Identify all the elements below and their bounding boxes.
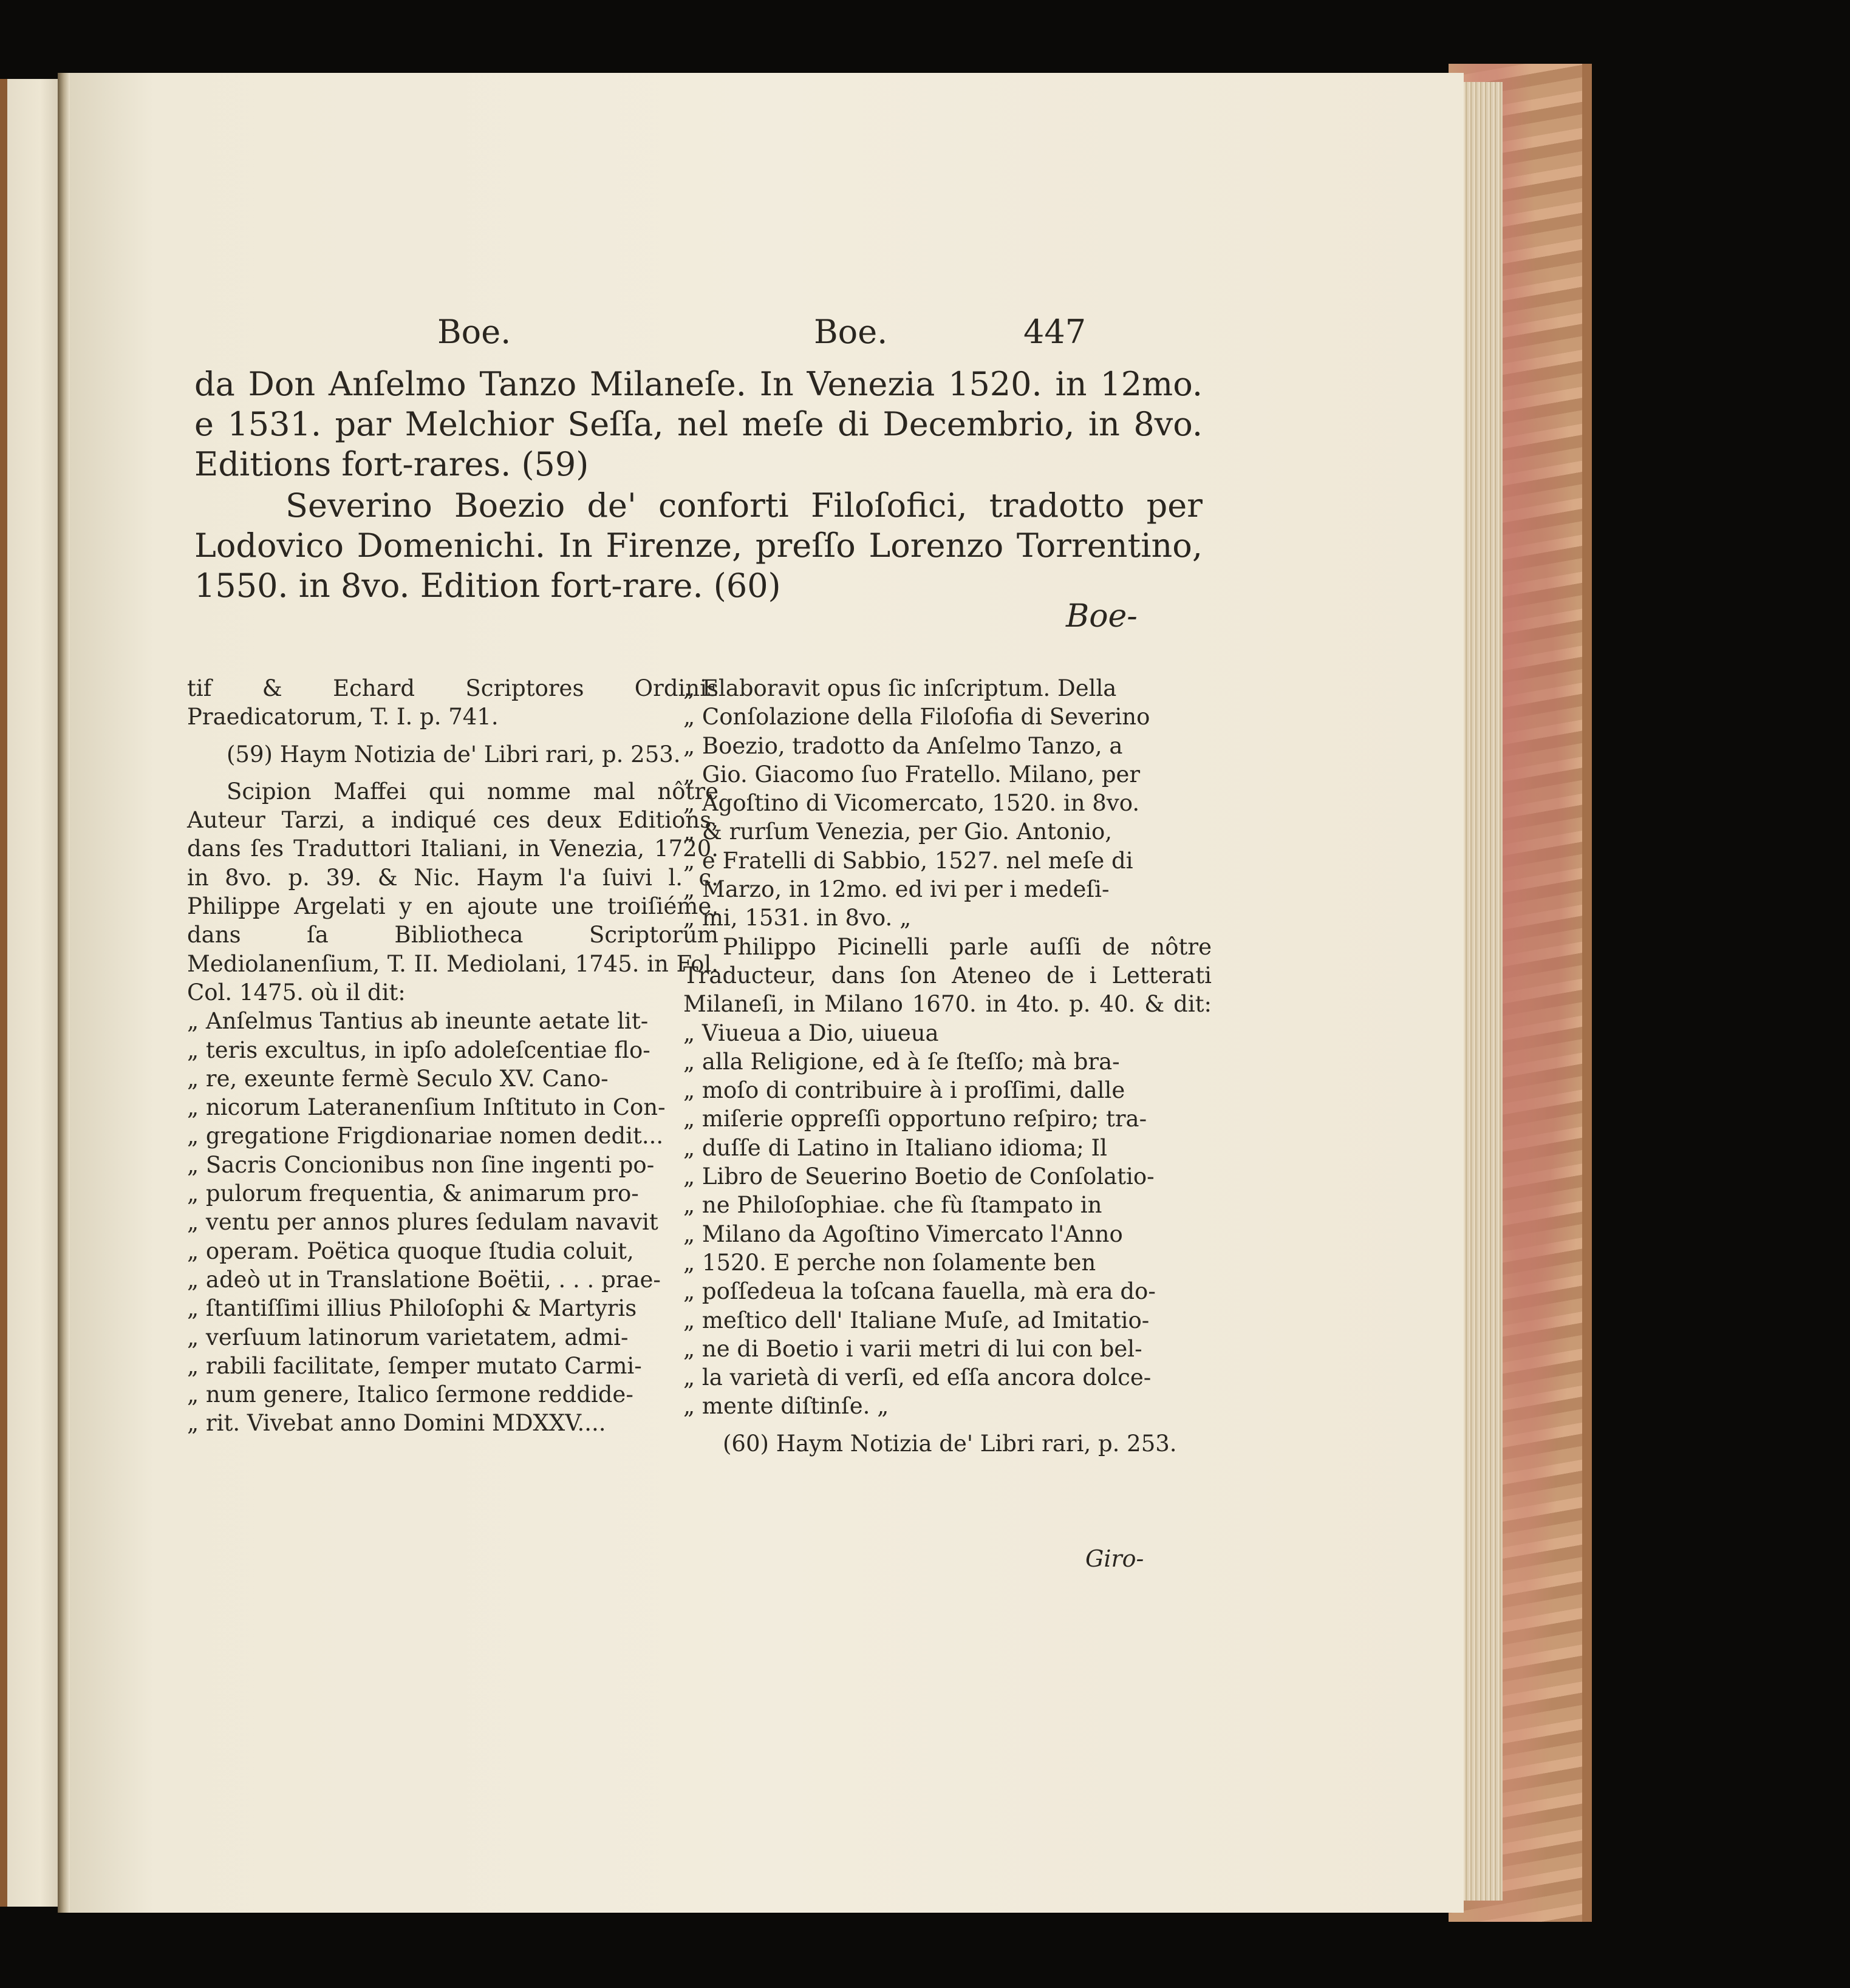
- running-head-center: Boe.: [814, 313, 888, 351]
- quote-line: „ nicorum Lateranenſium Inſtituto in Con-: [187, 1094, 666, 1121]
- page-number: 447: [1023, 313, 1087, 351]
- left-p3: Scipion Maffei qui nomme mal nôtre Auteur Tarzi, a indiqué ces deux Editions, dans ſes Traduttori Italiani, in Venezia, 1720. in 8vo. p. 39. & Nic. Haym l'a ſuivi l. c. Philippe Argelati y en ajoute une troiſiéme, dans ſa Bibliotheca Scriptorum Mediolanenſium, T. II. Mediolani, 1745. in Fol. Col. 1475. où il dit:: [187, 778, 718, 1006]
- quote-line: „ moſo di contribuire à i proſſimi, dalle: [683, 1077, 1125, 1104]
- quote-line: „ ne Philoſophiae. che fù ſtampato in: [683, 1192, 1102, 1219]
- quote-line: „ Anſelmus Tantius ab ineunte aetate lit-: [187, 1008, 649, 1035]
- top-para-2: Severino Boezio de' conforti Filoſofici, tradotto per Lodovico Domenichi. In Firenze, preſſo Lorenzo Torrentino, 1550. in 8vo. Edition fort-rare. (60): [194, 486, 1203, 605]
- right-p2: Philippo Picinelli parle auſſi de nôtre Traducteur, dans ſon Ateneo de i Letterati Milaneſi, in Milano 1670. in 4to. p. 40. & dit: „ Viueua a Dio, uiueua: [683, 933, 1212, 1046]
- quote-line: „ mente diſtinſe. „: [683, 1393, 889, 1420]
- book-page: [70, 73, 1464, 1913]
- left-p2: (59) Haym Notizia de' Libri rari, p. 253.: [227, 741, 681, 768]
- quote-line: „ duſſe di Latino in Italiano idioma; Il: [683, 1134, 1107, 1161]
- quote-line: „ adeò ut in Translatione Boëtii, . . . prae-: [187, 1266, 661, 1293]
- quote-line: „ Marzo, in 12mo. ed ivi per i medeſi-: [683, 876, 1110, 903]
- running-head-left: Boe.: [437, 313, 511, 351]
- quote-line: „ Agoſtino di Vicomercato, 1520. in 8vo.: [683, 790, 1140, 817]
- quote-line: „ meſtico dell' Italiane Muſe, ad Imitatio-: [683, 1307, 1150, 1333]
- catchword-bottom: Giro-: [1085, 1545, 1144, 1572]
- quote-line: „ Sacris Concionibus non ſine ingenti po-: [187, 1151, 655, 1178]
- quote-line: „ mi, 1531. in 8vo. „: [683, 905, 912, 931]
- quote-line: „ Elaboravit opus ſic inſcriptum. Della: [683, 675, 1117, 701]
- top-paragraph-2: [194, 486, 1203, 606]
- quote-line: „ gregatione Frigdionariae nomen dedit...: [187, 1123, 664, 1149]
- left-column: [187, 674, 718, 1438]
- quote-line: „ pulorum frequentia, & animarum pro-: [187, 1180, 639, 1207]
- quote-line: „ alla Religione, ed à ſe ſteſſo; mà bra-: [683, 1048, 1120, 1075]
- page-block-edge: [1464, 82, 1503, 1901]
- quote-line: „ Libro de Seuerino Boetio de Conſolatio-: [683, 1163, 1155, 1190]
- book-gutter: [58, 73, 70, 1913]
- quote-line: „ rit. Vivebat anno Domini MDXXV....: [187, 1410, 606, 1437]
- right-quote-2: [683, 1047, 1212, 1421]
- quote-line: „ e Fratelli di Sabbio, 1527. nel meſe di: [683, 847, 1133, 874]
- quote-line: „ ne di Boetio i varii metri di lui con bel-: [683, 1335, 1142, 1362]
- facing-page-edge: [0, 79, 58, 1907]
- quote-line: „ Gio. Giacomo ſuo Fratello. Milano, per: [683, 761, 1141, 788]
- quote-line: „ Conſolazione della Filoſofia di Severino: [683, 704, 1150, 730]
- quote-line: „ miſerie oppreſſi opportuno reſpiro; tra-: [683, 1106, 1147, 1132]
- left-p1: tif & Echard Scriptores Ordinis Praedicatorum, T. I. p. 741.: [187, 675, 718, 730]
- quote-line: „ 1520. E perche non ſolamente ben: [683, 1249, 1096, 1276]
- quote-line: „ ventu per annos plures ſedulam navavit: [187, 1209, 658, 1236]
- quote-line: „ Milano da Agoſtino Vimercato l'Anno: [683, 1220, 1123, 1247]
- quote-line: „ Boezio, tradotto da Anſelmo Tanzo, a: [683, 732, 1123, 759]
- quote-line: „ operam. Poëtica quoque ſtudia coluit,: [187, 1237, 634, 1264]
- quote-line: „ verſuum latinorum varietatem, admi-: [187, 1324, 629, 1350]
- quote-line: „ teris excultus, in ipſo adoleſcentiae flo-: [187, 1037, 650, 1063]
- quote-line: „ ſtantiſſimi illius Philoſophi & Martyris: [187, 1295, 637, 1322]
- quote-line: „ rabili facilitate, ſemper mutato Carmi-: [187, 1352, 642, 1379]
- catchword-top: Boe-: [1066, 598, 1138, 635]
- right-column: [683, 674, 1212, 1458]
- quote-line: „ la varietà di verſi, ed eſſa ancora dolce-: [683, 1364, 1152, 1391]
- quote-line: „ num genere, Italico ſermone reddide-: [187, 1381, 633, 1408]
- left-cover-edge: [0, 79, 7, 1907]
- quote-line: „ & rurſum Venezia, per Gio. Antonio,: [683, 819, 1113, 845]
- top-line-1: da Don Anſelmo Tanzo Milaneſe. In Venezia 1520. in 12mo. e 1531. par Melchior Seſſa, nel meſe di Decembrio, in 8vo. Editions fort-rares. (59): [194, 365, 1203, 483]
- quote-line: „ poſſedeua la toſcana fauella, mà era do-: [683, 1278, 1156, 1305]
- quote-line: „ re, exeunte fermè Seculo XV. Cano-: [187, 1065, 609, 1092]
- top-paragraph-1: [194, 364, 1203, 485]
- left-quote: [187, 1007, 718, 1437]
- right-quote: [683, 674, 1212, 933]
- footnote-60: (60) Haym Notizia de' Libri rari, p. 253.: [723, 1430, 1177, 1457]
